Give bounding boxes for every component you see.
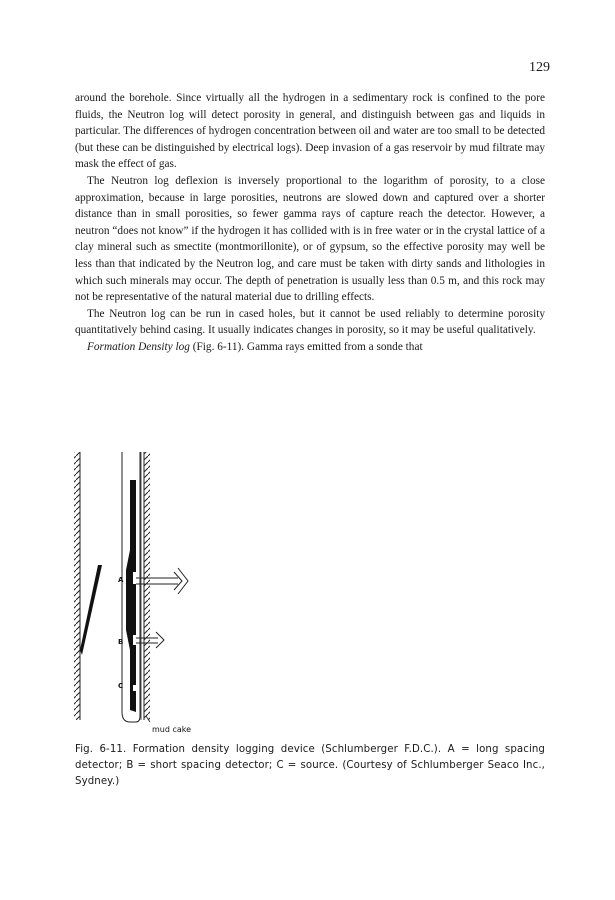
label-b: B (118, 638, 124, 646)
pad-arm (126, 550, 130, 650)
detector-a (133, 572, 136, 584)
figure-caption: Fig. 6-11. Formation density logging device (Schlumberger F.D.C.). A = long spacing detector; B = short spacing detector; C = source. (Courtesy of Schlumberger Seaco Inc., Sydney.) (75, 744, 545, 787)
paragraph-1: around the borehole. Since virtually all the hydrogen in a sedimentary rock is confined to the pore fluids, the Neutron log will detect porosity in general, and distinguish between gas and liquids in particular. The differences of hydrogen concentration between oil and water are too small to be detected (but these can be distinguished by electrical logs). Deep invasion of a gas reservoir by mud filtrate may mask the effect of gas. (75, 92, 545, 171)
backup-arm (80, 565, 102, 655)
page-number: 129 (529, 60, 550, 75)
density-device-diagram (70, 450, 270, 740)
paragraph-4-text: (Fig. 6-11). Gamma rays emitted from a sonde that (189, 340, 423, 353)
figure-density-logging-device (70, 450, 270, 740)
label-a: A (118, 576, 124, 584)
body-text (75, 90, 545, 356)
arrow-a (178, 568, 188, 594)
source-c (133, 685, 136, 691)
mud-cake-label: mud cake (152, 725, 192, 734)
density-pad (130, 480, 136, 712)
arrow-b (156, 632, 164, 648)
paragraph-3: The Neutron log can be run in cased holes, but it cannot be used reliably to determine porosity quantitatively behind casing. It usually indicates changes in porosity, so it may be useful qualitatively. (75, 307, 545, 337)
detector-b (133, 635, 136, 645)
right-borehole-wall (144, 452, 150, 720)
formation-density-heading: Formation Density log (87, 340, 190, 353)
label-c: C (118, 682, 124, 690)
paragraph-2: The Neutron log deflexion is inversely proportional to the logarithm of porosity, to a close approximation, because in large porosities, neutrons are slowed down and captured over a shorter distance than in small porosities, so fewer gamma rays of capture reach the detector. However, a neutron “does not know” if the hydrogen it has collided with is in free water or in the crystal lattice of a clay mineral such as smectite (montmorillonite), or of gypsum, so the effective porosity may well be less than that indicated by the Neutron log, and care must be taken with dirty sands and lithologies in which such minerals may occur. The depth of penetration is usually less than 0.5 m, and this rock may not be representative of the natural material due to drilling effects. (75, 174, 545, 304)
paragraph-4 (75, 339, 545, 356)
left-borehole-wall (74, 452, 80, 720)
